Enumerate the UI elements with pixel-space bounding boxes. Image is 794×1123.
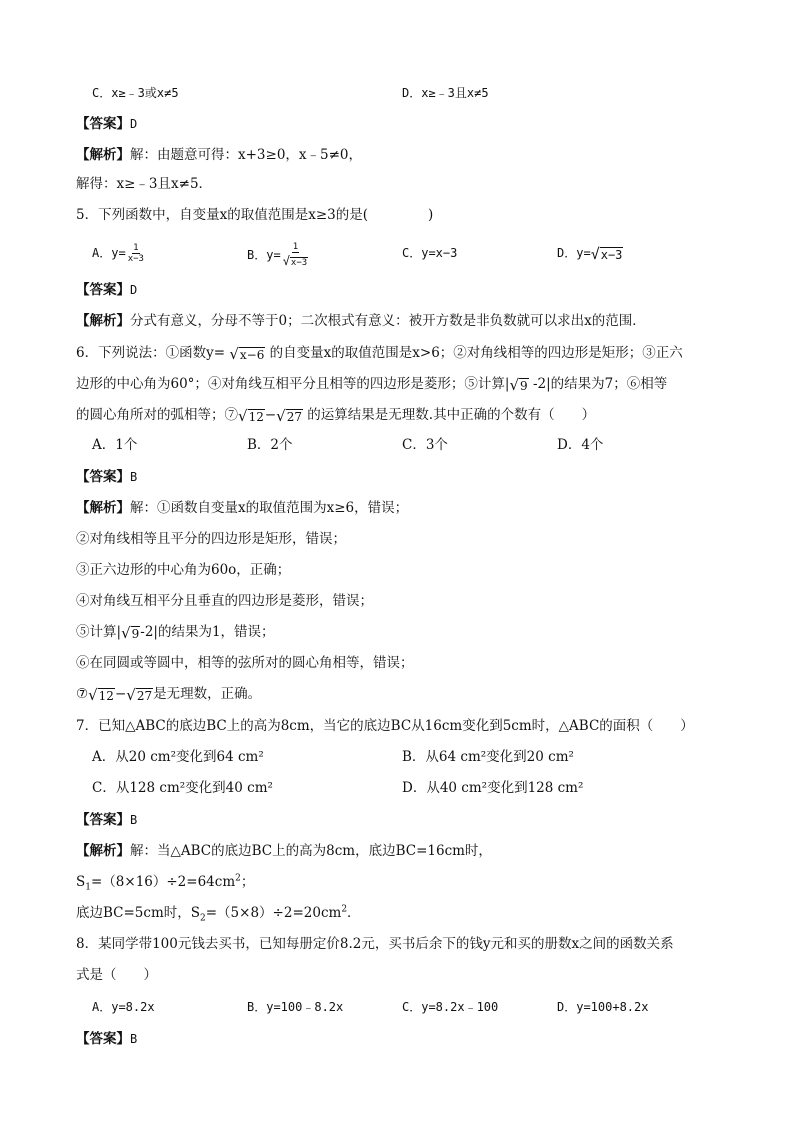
q4-answer bbox=[76, 113, 734, 135]
q6-option-c: C．3个 bbox=[402, 437, 448, 453]
answer-value: D bbox=[130, 117, 138, 131]
q7-answer: 【答案】B bbox=[76, 812, 138, 828]
q5-stem-text: 5．下列函数中，自变量x的取值范围是x≥3的是( bbox=[76, 207, 368, 223]
q8-stem-line-1: 8．某同学带100元钱去买书，已知每册定价8.2元，买书后余下的钱y元和买的册数x之间的函数关系 bbox=[76, 936, 674, 952]
q7-analysis: 【解析】解：当△ABC的底边BC上的高为8cm，底边BC=16cm时， bbox=[76, 843, 492, 859]
sqrt-symbol: √ 27 bbox=[276, 406, 302, 425]
q6-stem-line-1: 6．下列说法：①函数y= √ x−6 的自变量x的取值范围是x>6；②对角线相等的四边形是矩形；③正六 bbox=[76, 344, 683, 363]
q5-option-b: B．y= 1 √ x−3 bbox=[247, 242, 308, 268]
q7-option-d: D．从40 cm²变化到128 cm² bbox=[402, 780, 584, 796]
sqrt-symbol: √ x−6 bbox=[229, 344, 265, 363]
answer-tag: 【答案】 bbox=[76, 116, 130, 132]
q7-option-b: B．从64 cm²变化到20 cm² bbox=[402, 749, 574, 765]
sqrt-symbol: √ 9 bbox=[121, 623, 140, 642]
sqrt-symbol: √ x−3 bbox=[590, 244, 623, 263]
q8-option-d: D．y=100+8.2x bbox=[557, 1000, 649, 1014]
q6-step-3: ③正六边形的中心角为60o，正确； bbox=[76, 562, 291, 578]
q6-option-d: D．4个 bbox=[557, 437, 604, 453]
q7-option-c: C．从128 cm²变化到40 cm² bbox=[92, 780, 273, 796]
q8-stem-line-2: 式是（ ） bbox=[76, 967, 157, 983]
sqrt-symbol: √ 9 bbox=[509, 375, 528, 394]
q5-option-a: A．y= $\frac{1}{x-3}$ bbox=[92, 243, 144, 264]
q6-step-7: ⑦ √ 12 − √ 27 是无理数，正确。 bbox=[76, 685, 262, 704]
q6-step-4: ④对角线互相平分且垂直的四边形是菱形，错误； bbox=[76, 593, 373, 609]
sqrt-symbol: √ x−3 bbox=[282, 254, 308, 268]
q4-option-c: C．x≥﹣3或x≠5 bbox=[92, 86, 179, 100]
q4-solution: 解得：x≥﹣3且x≠5． bbox=[76, 176, 213, 192]
q6-option-a: A．1个 bbox=[92, 437, 138, 453]
q7-step-1: $S_1=(8\times 16)\div 2=64cm^2$； bbox=[76, 873, 255, 893]
q6-step-6: ⑥在同圆或等圆中，相等的弦所对的圆心角相等，错误； bbox=[76, 655, 414, 671]
q6-stem-line-2: 边形的中心角为60°；④对角线互相平分且相等的四边形是菱形；⑤计算| √ 9 -2|的结果为7；⑥相等 bbox=[76, 375, 668, 394]
q7-stem: 7．已知△ABC的底边BC上的高为8cm，当它的底边BC从16cm变化到5cm时，△ABC的面积（ ） bbox=[76, 718, 694, 734]
q4-option-d: D．x≥﹣3且x≠5 bbox=[402, 86, 489, 100]
q6-analysis: 【解析】解：①函数自变量x的取值范围为x≥6，错误； bbox=[76, 500, 409, 516]
q6-option-b: B．2个 bbox=[247, 437, 293, 453]
analysis-text: 解：由题意可得：x+3≥0，x﹣5≠0， bbox=[130, 147, 363, 163]
q8-option-b: B．y=100﹣8.2x bbox=[247, 1000, 344, 1014]
q8-answer: 【答案】B bbox=[76, 1031, 138, 1047]
q8-option-a: A．y=8.2x bbox=[92, 1000, 155, 1014]
q5-option-c: C．y=x−3 bbox=[402, 246, 458, 260]
q7-step-2: 底边BC=5cm时，$S_2=(5\times 8)\div 2=20cm^2$． bbox=[76, 904, 361, 924]
sqrt-symbol: √ 27 bbox=[126, 685, 153, 704]
sqrt-symbol: √ 12 bbox=[88, 685, 114, 704]
q5-option-d: D．y= √ x−3 bbox=[557, 244, 623, 263]
q6-stem-line-3: 的圆心角所对的弧相等；⑦ √ 12 − √ 27 的运算结果是无理数.其中正确的个数有（ ） bbox=[76, 406, 596, 425]
analysis-tag: 【解析】 bbox=[76, 147, 130, 163]
sqrt-symbol: √ 12 bbox=[238, 406, 264, 425]
q5-analysis: 【解析】分式有意义，分母不等于0；二次根式有意义：被开方数是非负数就可以求出x的范围． bbox=[76, 313, 646, 329]
q6-step-2: ②对角线相等且平分的四边形是矩形，错误； bbox=[76, 531, 346, 547]
q4-analysis bbox=[76, 144, 734, 166]
q5-stem bbox=[76, 204, 734, 226]
q5-answer: 【答案】D bbox=[76, 282, 138, 298]
q5-stem-close: ) bbox=[427, 207, 434, 223]
fraction: $\frac{1}{x-3}$ bbox=[127, 243, 144, 264]
q6-step-5: ⑤计算| √ 9 -2|的结果为1，错误； bbox=[76, 623, 275, 642]
q6-answer: 【答案】B bbox=[76, 469, 138, 485]
q8-option-c: C．y=8.2x﹣100 bbox=[402, 1000, 499, 1014]
q7-option-a: A．从20 cm²变化到64 cm² bbox=[92, 749, 264, 765]
fraction: 1 √ x−3 bbox=[282, 242, 308, 268]
